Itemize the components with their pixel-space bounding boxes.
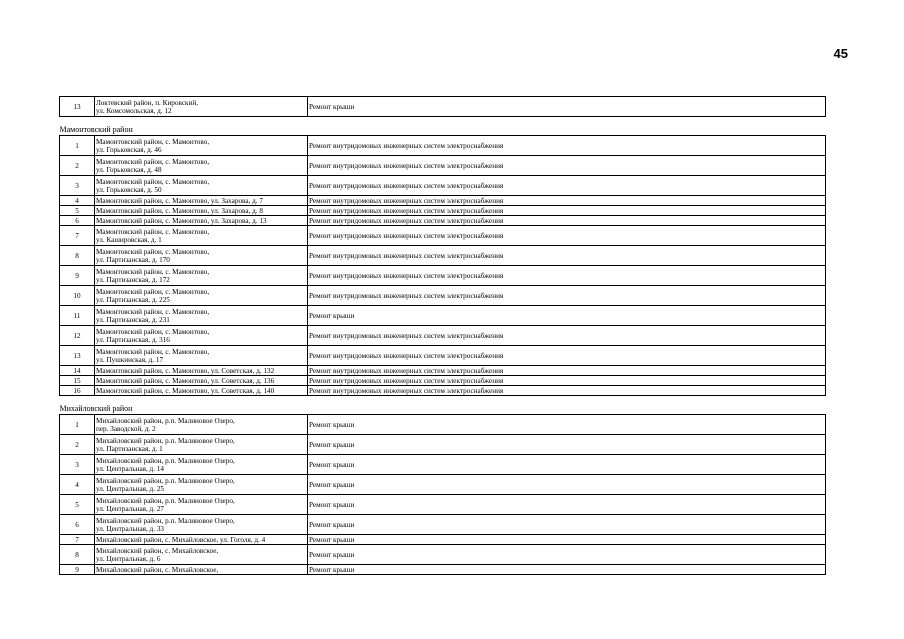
work-type-cell: Ремонт внутридомовых инженерных систем электроснабжения xyxy=(308,226,826,246)
address-cell xyxy=(95,475,308,495)
address-line: Мамонтовский район, с. Мамонтово, xyxy=(96,347,210,356)
table-row xyxy=(60,136,826,156)
address-line: Михайловский район, с. Михайловское, xyxy=(96,565,219,574)
table-row xyxy=(60,326,826,346)
address-cell xyxy=(95,196,308,206)
address-line: Мамонтовский район, с. Мамонтово, xyxy=(96,137,210,146)
address-line: ул. Пушкинская, д. 17 xyxy=(96,355,164,364)
work-type-cell: Ремонт внутридомовых инженерных систем электроснабжения xyxy=(308,216,826,226)
work-type-cell: Ремонт внутридомовых инженерных систем электроснабжения xyxy=(308,286,826,306)
work-type-cell: Ремонт внутридомовых инженерных систем электроснабжения xyxy=(308,366,826,376)
address-cell xyxy=(95,545,308,565)
table-row xyxy=(60,435,826,455)
work-type-cell: Ремонт крыши xyxy=(308,97,826,117)
address-line: Мамонтовский район, с. Мамонтово, xyxy=(96,177,210,186)
address-cell xyxy=(95,216,308,226)
address-line: ул. Горьковская, д. 50 xyxy=(96,185,162,194)
address-line: ул. Центральная, д. 33 xyxy=(96,524,165,533)
address-line: ул. Партизанская, д. 316 xyxy=(96,335,170,344)
row-number: 4 xyxy=(60,196,95,206)
address-line: Мамонтовский район, с. Мамонтово, ул. Захарова, д. 7 xyxy=(96,196,263,205)
repair-registry-table xyxy=(59,96,826,575)
work-type-cell: Ремонт внутридомовых инженерных систем электроснабжения xyxy=(308,136,826,156)
address-cell xyxy=(95,206,308,216)
address-cell xyxy=(95,565,308,575)
address-line: ул. Партизанская, д. 170 xyxy=(96,255,170,264)
address-cell xyxy=(95,246,308,266)
row-number: 11 xyxy=(60,306,95,326)
row-number: 5 xyxy=(60,206,95,216)
address-cell xyxy=(95,386,308,396)
work-type-cell: Ремонт внутридомовых инженерных систем электроснабжения xyxy=(308,196,826,206)
address-cell xyxy=(95,455,308,475)
table-row xyxy=(60,535,826,545)
row-number: 10 xyxy=(60,286,95,306)
address-line: Михайловский район, р.п. Малиновое Озеро, xyxy=(96,416,235,425)
table-row xyxy=(60,216,826,226)
work-type-cell: Ремонт внутридомовых инженерных систем электроснабжения xyxy=(308,176,826,196)
address-line: ул. Горьковская, д. 48 xyxy=(96,165,162,174)
district-name: Мамонтовский район xyxy=(59,124,133,134)
table-row xyxy=(60,346,826,366)
address-line: Михайловский район, р.п. Малиновое Озеро, xyxy=(96,496,235,505)
address-cell xyxy=(95,366,308,376)
address-line: ул. Партизанская, д. 231 xyxy=(96,315,170,324)
address-line: Михайловский район, р.п. Малиновое Озеро, xyxy=(96,436,235,445)
work-type-cell: Ремонт крыши xyxy=(308,475,826,495)
address-line: Михайловский район, р.п. Малиновое Озеро, xyxy=(96,476,235,485)
address-line: Мамонтовский район, с. Мамонтово, xyxy=(96,287,210,296)
address-line: Михайловский район, р.п. Малиновое Озеро, xyxy=(96,516,235,525)
address-line: Мамонтовский район, с. Мамонтово, ул. Захарова, д. 13 xyxy=(96,216,267,225)
work-type-cell: Ремонт крыши xyxy=(308,415,826,435)
address-line: ул. Партизанская, д. 172 xyxy=(96,275,170,284)
address-line: ул. Центральная, д. 6 xyxy=(96,554,161,563)
section-spacer xyxy=(60,117,826,125)
work-type-cell: Ремонт внутридомовых инженерных систем электроснабжения xyxy=(308,346,826,366)
row-number: 14 xyxy=(60,366,95,376)
work-type-cell: Ремонт крыши xyxy=(308,495,826,515)
work-type-cell: Ремонт крыши xyxy=(308,535,826,545)
address-line: Мамонтовский район, с. Мамонтово, ул. Советская, д. 132 xyxy=(96,366,275,375)
page-number: 45 xyxy=(833,46,848,61)
work-type-cell: Ремонт внутридомовых инженерных систем электроснабжения xyxy=(308,386,826,396)
address-line: Мамонтовский район, с. Мамонтово, xyxy=(96,327,210,336)
work-type-cell: Ремонт внутридомовых инженерных систем электроснабжения xyxy=(308,266,826,286)
district-name: Михайловский район xyxy=(59,403,133,413)
table-row xyxy=(60,515,826,535)
table-row xyxy=(60,286,826,306)
row-number: 3 xyxy=(60,455,95,475)
row-number: 16 xyxy=(60,386,95,396)
table-row xyxy=(60,97,826,117)
address-line: ул. Центральная, д. 27 xyxy=(96,504,165,513)
table-row xyxy=(60,206,826,216)
work-type-cell: Ремонт внутридомовых инженерных систем электроснабжения xyxy=(308,156,826,176)
table-row xyxy=(60,176,826,196)
row-number: 7 xyxy=(60,226,95,246)
address-line: Мамонтовский район, с. Мамонтово, xyxy=(96,227,210,236)
row-number: 13 xyxy=(60,97,95,117)
row-number: 8 xyxy=(60,246,95,266)
district-header-row xyxy=(60,124,826,136)
address-cell xyxy=(95,306,308,326)
address-line: ул. Партизанская, д. 225 xyxy=(96,295,170,304)
work-type-cell: Ремонт крыши xyxy=(308,545,826,565)
table-row xyxy=(60,376,826,386)
address-cell xyxy=(95,326,308,346)
table-row xyxy=(60,565,826,575)
section-spacer xyxy=(60,396,826,404)
row-number: 7 xyxy=(60,535,95,545)
registry-body xyxy=(60,97,826,575)
row-number: 4 xyxy=(60,475,95,495)
address-cell xyxy=(95,435,308,455)
address-cell xyxy=(95,286,308,306)
address-cell xyxy=(95,515,308,535)
table-row xyxy=(60,266,826,286)
address-cell xyxy=(95,176,308,196)
address-cell xyxy=(95,136,308,156)
work-type-cell: Ремонт крыши xyxy=(308,515,826,535)
address-line: Михайловский район, с. Михайловское, xyxy=(96,546,219,555)
work-type-cell: Ремонт внутридомовых инженерных систем электроснабжения xyxy=(308,246,826,266)
row-number: 2 xyxy=(60,156,95,176)
table-row xyxy=(60,495,826,515)
work-type-cell: Ремонт внутридомовых инженерных систем электроснабжения xyxy=(308,206,826,216)
row-number: 3 xyxy=(60,176,95,196)
row-number: 13 xyxy=(60,346,95,366)
row-number: 12 xyxy=(60,326,95,346)
row-number: 1 xyxy=(60,136,95,156)
row-number: 8 xyxy=(60,545,95,565)
address-line: ул. Центральная, д. 25 xyxy=(96,484,165,493)
table-row xyxy=(60,415,826,435)
address-line: ул. Горьковская, д. 46 xyxy=(96,145,162,154)
address-cell xyxy=(95,415,308,435)
address-line: Мамонтовский район, с. Мамонтово, ул. Советская, д. 136 xyxy=(96,376,275,385)
row-number: 15 xyxy=(60,376,95,386)
address-line: ул. Центральная, д. 14 xyxy=(96,464,165,473)
row-number: 6 xyxy=(60,216,95,226)
table-row xyxy=(60,386,826,396)
table-row xyxy=(60,156,826,176)
address-line: Мамонтовский район, с. Мамонтово, xyxy=(96,267,210,276)
row-number: 1 xyxy=(60,415,95,435)
address-line: Локтевский район, п. Кировский, xyxy=(96,98,198,107)
address-cell xyxy=(95,346,308,366)
address-cell xyxy=(95,226,308,246)
work-type-cell: Ремонт внутридомовых инженерных систем электроснабжения xyxy=(308,326,826,346)
table-row xyxy=(60,196,826,206)
table-row xyxy=(60,366,826,376)
address-line: Мамонтовский район, с. Мамонтово, ул. Советская, д. 140 xyxy=(96,386,275,395)
row-number: 9 xyxy=(60,565,95,575)
address-line: Мамонтовский район, с. Мамонтово, xyxy=(96,247,210,256)
address-line: Мамонтовский район, с. Мамонтово, xyxy=(96,307,210,316)
table-row xyxy=(60,306,826,326)
address-cell xyxy=(95,156,308,176)
address-line: пер. Заводской, д. 2 xyxy=(96,424,156,433)
address-line: ул. Кашировская, д. 1 xyxy=(96,235,162,244)
address-line: Мамонтовский район, с. Мамонтово, xyxy=(96,157,210,166)
district-header-row xyxy=(60,403,826,415)
row-number: 2 xyxy=(60,435,95,455)
work-type-cell: Ремонт крыши xyxy=(308,435,826,455)
address-cell xyxy=(95,535,308,545)
table-row xyxy=(60,475,826,495)
work-type-cell: Ремонт внутридомовых инженерных систем электроснабжения xyxy=(308,376,826,386)
address-line: Мамонтовский район, с. Мамонтово, ул. Захарова, д. 8 xyxy=(96,206,263,215)
table-row xyxy=(60,455,826,475)
work-type-cell: Ремонт крыши xyxy=(308,306,826,326)
work-type-cell: Ремонт крыши xyxy=(308,565,826,575)
table-row xyxy=(60,246,826,266)
address-line: ул. Комсомольская, д. 12 xyxy=(96,106,172,115)
row-number: 9 xyxy=(60,266,95,286)
address-line: Михайловский район, с. Михайловское, ул. Гоголя, д. 4 xyxy=(96,535,266,544)
row-number: 5 xyxy=(60,495,95,515)
row-number: 6 xyxy=(60,515,95,535)
address-line: ул. Партизанская, д. 1 xyxy=(96,444,163,453)
table-row xyxy=(60,226,826,246)
address-line: Михайловский район, р.п. Малиновое Озеро, xyxy=(96,456,235,465)
address-cell xyxy=(95,495,308,515)
address-cell xyxy=(95,376,308,386)
address-cell xyxy=(95,97,308,117)
table-row xyxy=(60,545,826,565)
address-cell xyxy=(95,266,308,286)
work-type-cell: Ремонт крыши xyxy=(308,455,826,475)
